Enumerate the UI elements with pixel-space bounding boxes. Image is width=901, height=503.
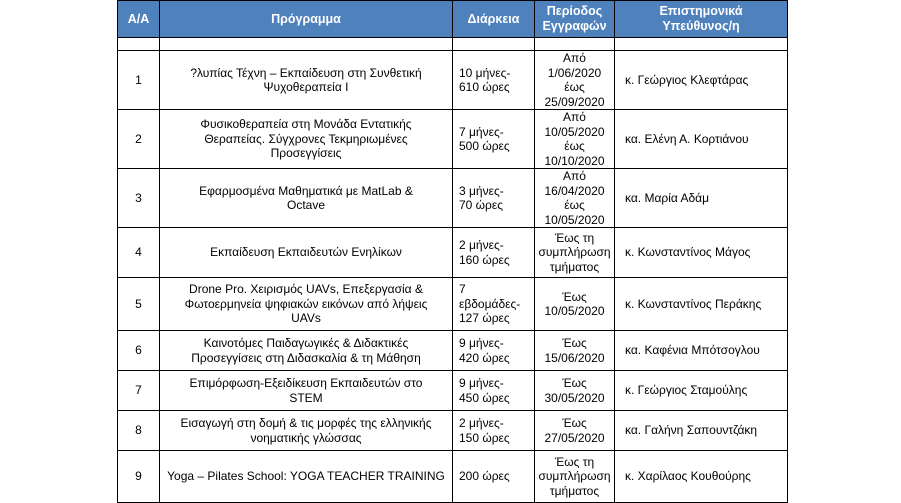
row-responsible: κ. Κωνσταντίνος Περάκης [615, 278, 788, 331]
table-body [118, 38, 788, 503]
row-number: 6 [118, 331, 160, 371]
header-program: Πρόγραμμα [160, 1, 453, 38]
row-period: Έως τη συμπλήρωση τμήματος [535, 228, 615, 278]
table-header [118, 1, 788, 38]
row-program: Εφαρμοσμένα Μαθηματικά με MatLab & Octave [160, 169, 453, 228]
row-period: Έως 10/05/2020 [535, 278, 615, 331]
programs-table [117, 0, 788, 503]
row-program: Φυσικοθεραπεία στη Μονάδα Εντατικής Θεραπείας. Σύγχρονες Τεκμηριωμένες Προσεγγίσεις [160, 110, 453, 169]
row-responsible: κ. Κωνσταντίνος Μάγος [615, 228, 788, 278]
row-duration: 7 μήνες- 500 ώρες [453, 110, 535, 169]
row-program: Yoga – Pilates School: YOGA TEACHER TRAINING [160, 451, 453, 503]
row-responsible: κα. Ελένη Α. Κορτιάνου [615, 110, 788, 169]
table-row [118, 228, 788, 278]
row-duration: 2 μήνες- 150 ώρες [453, 411, 535, 451]
row-number: 8 [118, 411, 160, 451]
row-number: 5 [118, 278, 160, 331]
row-program: ?λυπίας Τέχνη – Εκπαίδευση στη Συνθετική Ψυχοθεραπεία Ι [160, 51, 453, 110]
row-number: 2 [118, 110, 160, 169]
row-duration: 200 ώρες [453, 451, 535, 503]
row-program: Επιμόρφωση-Εξειδίκευση Εκπαιδευτών στο STEM [160, 371, 453, 411]
blank-row [118, 38, 788, 51]
row-period: Έως 15/06/2020 [535, 331, 615, 371]
header-period: Περίοδος Εγγραφών [535, 1, 615, 38]
row-number: 3 [118, 169, 160, 228]
header-aa: Α/Α [118, 1, 160, 38]
row-number: 9 [118, 451, 160, 503]
header-responsible: Επιστημονικά Υπεύθυνος/η [615, 1, 788, 38]
table-row [118, 110, 788, 169]
row-duration: 3 μήνες- 70 ώρες [453, 169, 535, 228]
row-responsible: κα. Καφένια Μπότσογλου [615, 331, 788, 371]
header-duration: Διάρκεια [453, 1, 535, 38]
row-program: Καινοτόμες Παιδαγωγικές & Διδακτικές Προσεγγίσεις στη Διδασκαλία & τη Μάθηση [160, 331, 453, 371]
row-duration: 2 μήνες- 160 ώρες [453, 228, 535, 278]
row-program: Εισαγωγή στη δομή & τις μορφές της ελληνικής νοηματικής γλώσσας [160, 411, 453, 451]
table-row [118, 51, 788, 110]
row-duration: 10 μήνες- 610 ώρες [453, 51, 535, 110]
table-row [118, 331, 788, 371]
row-duration: 7 εβδομάδες- 127 ώρες [453, 278, 535, 331]
table-row [118, 371, 788, 411]
row-responsible: κ. Γεώργιος Σταμούλης [615, 371, 788, 411]
table-row [118, 411, 788, 451]
row-program: Εκπαίδευση Εκπαιδευτών Ενηλίκων [160, 228, 453, 278]
row-number: 4 [118, 228, 160, 278]
row-responsible: κ. Χαρίλαος Κουθούρης [615, 451, 788, 503]
row-period: Από 10/05/2020 έως 10/10/2020 [535, 110, 615, 169]
table-row [118, 451, 788, 503]
row-period: Από 1/06/2020 έως 25/09/2020 [535, 51, 615, 110]
row-period: Από 16/04/2020 έως 10/05/2020 [535, 169, 615, 228]
row-responsible: κα. Μαρία Αδάμ [615, 169, 788, 228]
row-period: Έως τη συμπλήρωση τμήματος [535, 451, 615, 503]
programs-table-container [117, 0, 787, 498]
table-row [118, 278, 788, 331]
row-program: Drone Pro. Χειρισμός UAVs, Επεξεργασία & Φωτοερμηνεία ψηφιακών εικόνων από λήψεις UAVs [160, 278, 453, 331]
row-duration: 9 μήνες- 420 ώρες [453, 331, 535, 371]
row-responsible: κα. Γαλήνη Σαπουντζάκη [615, 411, 788, 451]
row-number: 7 [118, 371, 160, 411]
row-duration: 9 μήνες- 450 ώρες [453, 371, 535, 411]
row-period: Έως 27/05/2020 [535, 411, 615, 451]
row-period: Έως 30/05/2020 [535, 371, 615, 411]
row-responsible: κ. Γεώργιος Κλεφτάρας [615, 51, 788, 110]
table-row [118, 169, 788, 228]
row-number: 1 [118, 51, 160, 110]
